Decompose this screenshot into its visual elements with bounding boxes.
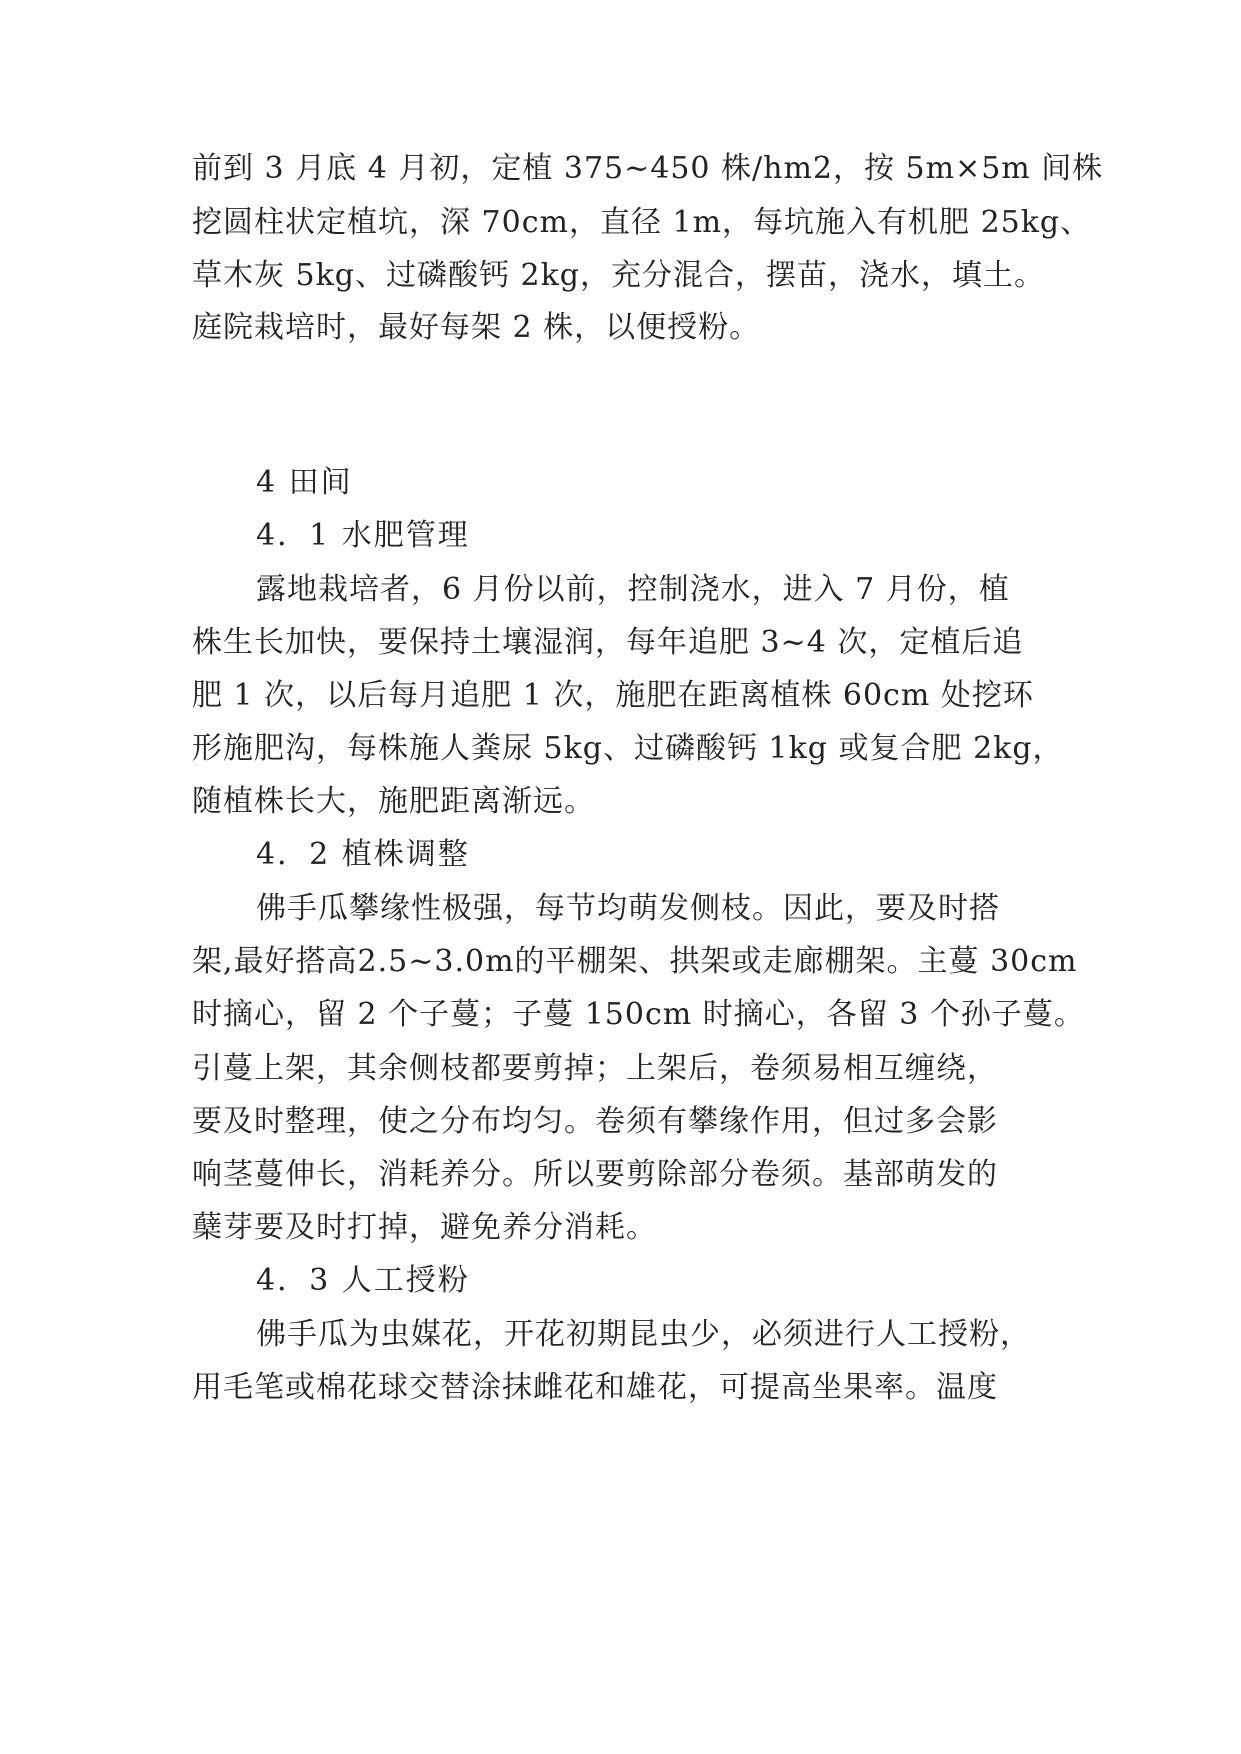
subsection-title-water-fertilizer: 4．1 水肥管理 bbox=[256, 518, 470, 553]
paragraph-water-fertilizer-line: 株生长加快，要保持土壤湿润，每年追肥 3~4 次，定植后追 bbox=[192, 625, 1024, 660]
paragraph-plant-adjustment-line: 佛手瓜攀缘性极强，每节均萌发侧枝。因此，要及时搭 bbox=[256, 891, 1000, 926]
paragraph-plant-adjustment-line: 时摘心，留 2 个子蔓；子蔓 150cm 时摘心，各留 3 个孙子蔓。 bbox=[192, 997, 1085, 1032]
subsection-title-plant-adjustment: 4．2 植株调整 bbox=[256, 837, 470, 872]
paragraph-water-fertilizer-line: 形施肥沟，每株施人粪尿 5kg、过磷酸钙 1kg 或复合肥 2kg， bbox=[192, 731, 1064, 766]
paragraph-water-fertilizer-line: 肥 1 次，以后每月追肥 1 次，施肥在距离植株 60cm 处挖环 bbox=[192, 678, 1034, 713]
paragraph-plant-adjustment-line: 响茎蔓伸长，消耗养分。所以要剪除部分卷须。基部萌发的 bbox=[192, 1157, 998, 1192]
paragraph-pollination-line: 佛手瓜为虫媒花，开花初期昆虫少，必须进行人工授粉， bbox=[256, 1317, 1031, 1352]
paragraph-planting-line: 庭院栽培时，最好每架 2 株，以便授粉。 bbox=[192, 310, 761, 345]
paragraph-planting-line: 前到 3 月底 4 月初，定植 375~450 株/hm2，按 5m×5m 间株 bbox=[192, 151, 1104, 186]
paragraph-plant-adjustment-line: 要及时整理，使之分布均匀。卷须有攀缘作用，但过多会影 bbox=[192, 1104, 998, 1139]
paragraph-water-fertilizer-line: 随植株长大，施肥距离渐远。 bbox=[192, 784, 595, 819]
paragraph-plant-adjustment-line: 引蔓上架，其余侧枝都要剪掉；上架后，卷须易相互缠绕， bbox=[192, 1051, 998, 1086]
paragraph-water-fertilizer-line: 露地栽培者，6 月份以前，控制浇水，进入 7 月份，植 bbox=[256, 572, 1010, 607]
paragraph-planting-line: 挖圆柱状定植坑，深 70cm，直径 1m，每坑施入有机肥 25kg、 bbox=[192, 205, 1092, 240]
paragraph-plant-adjustment-line: 蘖芽要及时打掉，避免养分消耗。 bbox=[192, 1210, 657, 1245]
section-title: 4 田间 bbox=[256, 465, 353, 500]
paragraph-plant-adjustment-line: 架,最好搭高2.5~3.0m的平棚架、拱架或走廊棚架。主蔓 30cm bbox=[192, 944, 1078, 979]
paragraph-pollination-line: 用毛笔或棉花球交替涂抹雌花和雄花，可提高坐果率。温度 bbox=[192, 1370, 998, 1405]
subsection-title-pollination: 4．3 人工授粉 bbox=[256, 1263, 470, 1298]
paragraph-planting-line: 草木灰 5kg、过磷酸钙 2kg，充分混合，摆苗，浇水，填土。 bbox=[192, 258, 1046, 293]
